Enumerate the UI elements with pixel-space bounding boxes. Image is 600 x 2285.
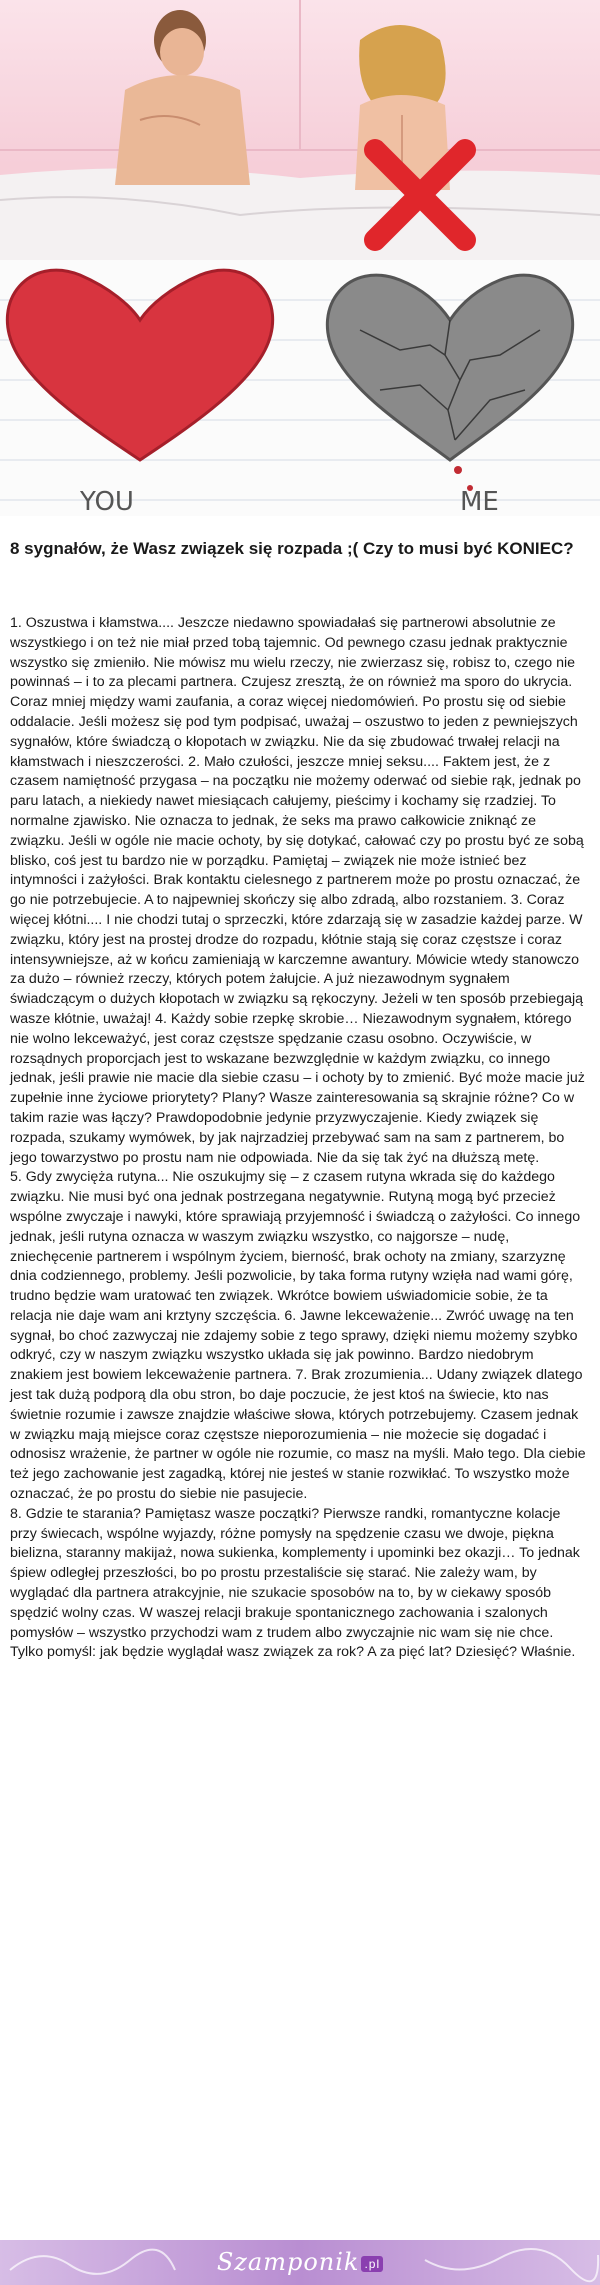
article-paragraph: 5. Gdy zwycięża rutyna... Nie oszukujmy się – z czasem rutyna wkrada się do każdego związku. Nie musi być ona jednak postrzegana negatywnie. Rutyną mogą być przecież wspólne zwyczaje i nawyki, które sprawiają przyjemność i świadczą o zażyłości. Co innego jednak, jeśli rutyna oznacza w waszym związku wszystko, co najgorsze – nudę, zniechęcenie partnerem i wspólnym życiem, bierność, brak ochoty na zmiany, szarzyznę dnia codziennego, problemy. Jeśli pozwolicie, by taka forma rutyny wzięła nad wami górę, trudno będzie wam uratować ten związek. Wkrótce bowiem uświadomicie sobie, że ta relacja nie daje wam ani krztyny szczęścia. 6. Jawne lekceważenie... Zwróć uwagę na ten sygnał, bo choć zazwyczaj nie zdajemy sobie z tego sprawy, dzięki niemu możemy szybko odkryć, czy w naszym związku wszystko układa się jak powinno. Bardzo niedobrym znakiem jest bowiem lekceważenie partnera. 7. Brak zrozumienia... Udany związek dlatego jest tak dużą podporą dla obu stron, bo daje poczucie, że jest ktoś na świecie, kto nas świetnie rozumie i zawsze znajdzie właściwe słowa, których potrzebujemy. Czasem jednak w związku mają miejsce coraz częstsze nieporozumienia – nie możecie się dogadać i odnosisz wrażenie, że partner w ogóle nie rozumie, co masz na myśli. Mało tego. Dla ciebie też jego zachowanie jest zagadką, której nie jesteś w stanie rozwikłać. To wszystko może oznaczać, że po prostu do siebie nie pasujecie. xyxy=(10,1169,586,1503)
hearts-illustration xyxy=(0,260,600,516)
me-caption: ME xyxy=(460,487,499,516)
site-logo[interactable] xyxy=(0,2248,600,2276)
site-logo-suffix: .pl xyxy=(361,2256,383,2272)
footer-banner xyxy=(0,2240,600,2285)
couple-illustration xyxy=(0,0,600,260)
broken-heart-icon xyxy=(327,275,572,460)
article-body xyxy=(10,614,590,1663)
man-figure xyxy=(115,10,250,185)
article-title: 8 sygnałów, że Wasz związek się rozpada ;( Czy to musi być KONIEC? xyxy=(10,539,574,558)
article-paragraph: 1. Oszustwa i kłamstwa.... Jeszcze niedawno spowiadałaś się partnerowi absolutnie ze wszystkiego i on też nie miał przed tobą tajemnic. Od pewnego czasu jednak praktycznie wszystko się zmieniło. Nie mówisz mu wielu rzeczy, nie zwierzasz się, robisz to, czego nie powinnaś – i to za plecami partnera. Czujesz zresztą, że on również ma sporo do ukrycia. Coraz mniej między wami zaufania, a coraz więcej niedomówień. Po prostu się od siebie oddalacie. Jeśli możesz się pod tym podpisać, uważaj – oszustwo to jeden z pewniejszych sygnałów, które świadczą o kłopotach w związku. Nie da się zbudować trwałej relacji na kłamstwach i nieszczerości. 2. Mało czułości, jeszcze mniej seksu.... Faktem jest, że z czasem namiętność przygasa – na początku nie możemy oderwać od siebie rąk, jednak po paru latach, a niekiedy nawet miesiącach całujemy, pieścimy i kochamy się rzadziej. To normalne zjawisko. Nie oznacza to jednak, że seks ma prawo całkowicie zniknąć ze związku. Jeśli w ogóle nie macie ochoty, by się dotykać, całować czy po prostu być ze sobą blisko, coś jest tu bardzo nie w porządku. Pamiętaj – związek nie może istnieć bez intymności i zażyłości. Brak kontaktu cielesnego z partnerem może po prostu oznaczać, że go nie potrzebujecie. A to najpewniej skończy się albo zdradą, albo rozstaniem. 3. Coraz więcej kłótni.... I nie chodzi tutaj o sprzeczki, które zdarzają się w zasadzie każdej parze. W związku, który jest na prostej drodze do rozpadu, kłótnie stają się coraz częstsze i coraz intensywniejsze, aż w końcu zamieniają w karczemne awantury. Mówicie wtedy stanowczo za dużo – również rzeczy, których potem żałujcie. A już niezawodnym sygnałem świadczącym o dużych kłopotach w związku są rękoczyny. Jeżeli w ten sposób przebiegają wasze kłótnie, uważaj! 4. Każdy sobie rzepkę skrobie… Niezawodnym sygnałem, którego nie wolno lekceważyć, jest coraz częstsze spędzanie czasu osobno. Oczywiście, w rozsądnych proporcjach jest to wskazane bezwzględnie w każdym związku, co innego jednak, jeśli prawie nie macie dla siebie czasu – i ochoty by to zmienić. Być może macie już zupełnie inne życiowe priorytety? Plany? Wasze zainteresowania są skrajnie różne? Co w takim razie was łączy? Prawdopodobnie jedynie przyzwyczajenie. Kiedy związek się rozpada, szukamy wymówek, by jak najrzadziej przebywać sam na sam z partnerem, bo jego towarzystwo po prostu nam nie odpowiada. Nie da się tak żyć na dłuższą metę. xyxy=(10,615,585,1166)
couple-illustration-svg xyxy=(0,0,600,260)
article-paragraph: 8. Gdzie te starania? Pamiętasz wasze początki? Pierwsze randki, romantyczne kolacje przy świecach, wspólne wyjazdy, różne pomysły na spędzenie czasu we dwoje, piękna bielizna, staranny makijaż, nowa sukienka, komplementy i upominki bez okazji… To jednak śpiew odległej przeszłości, bo po prostu przestaliście się starać. Nie zależy wam, by wyglądać dla partnera atrakcyjnie, nie szukacie sposobów na to, by w ciekawy sposób spędzić wolny czas. W waszej relacji brakuje spontanicznego zachowania i szalonych pomysłów – wszystko przychodzi wam z trudem albo zwyczajnie nic wam się nie chce. Tylko pomyśl: jak będzie wyglądał wasz związek za rok? A za pięć lat? Dziesięć? Właśnie. xyxy=(10,1505,580,1661)
you-caption: YOU xyxy=(80,487,134,516)
red-heart-icon xyxy=(7,270,272,460)
hearts-illustration-svg xyxy=(0,260,600,516)
site-logo-text: Szamponik xyxy=(216,2248,360,2276)
